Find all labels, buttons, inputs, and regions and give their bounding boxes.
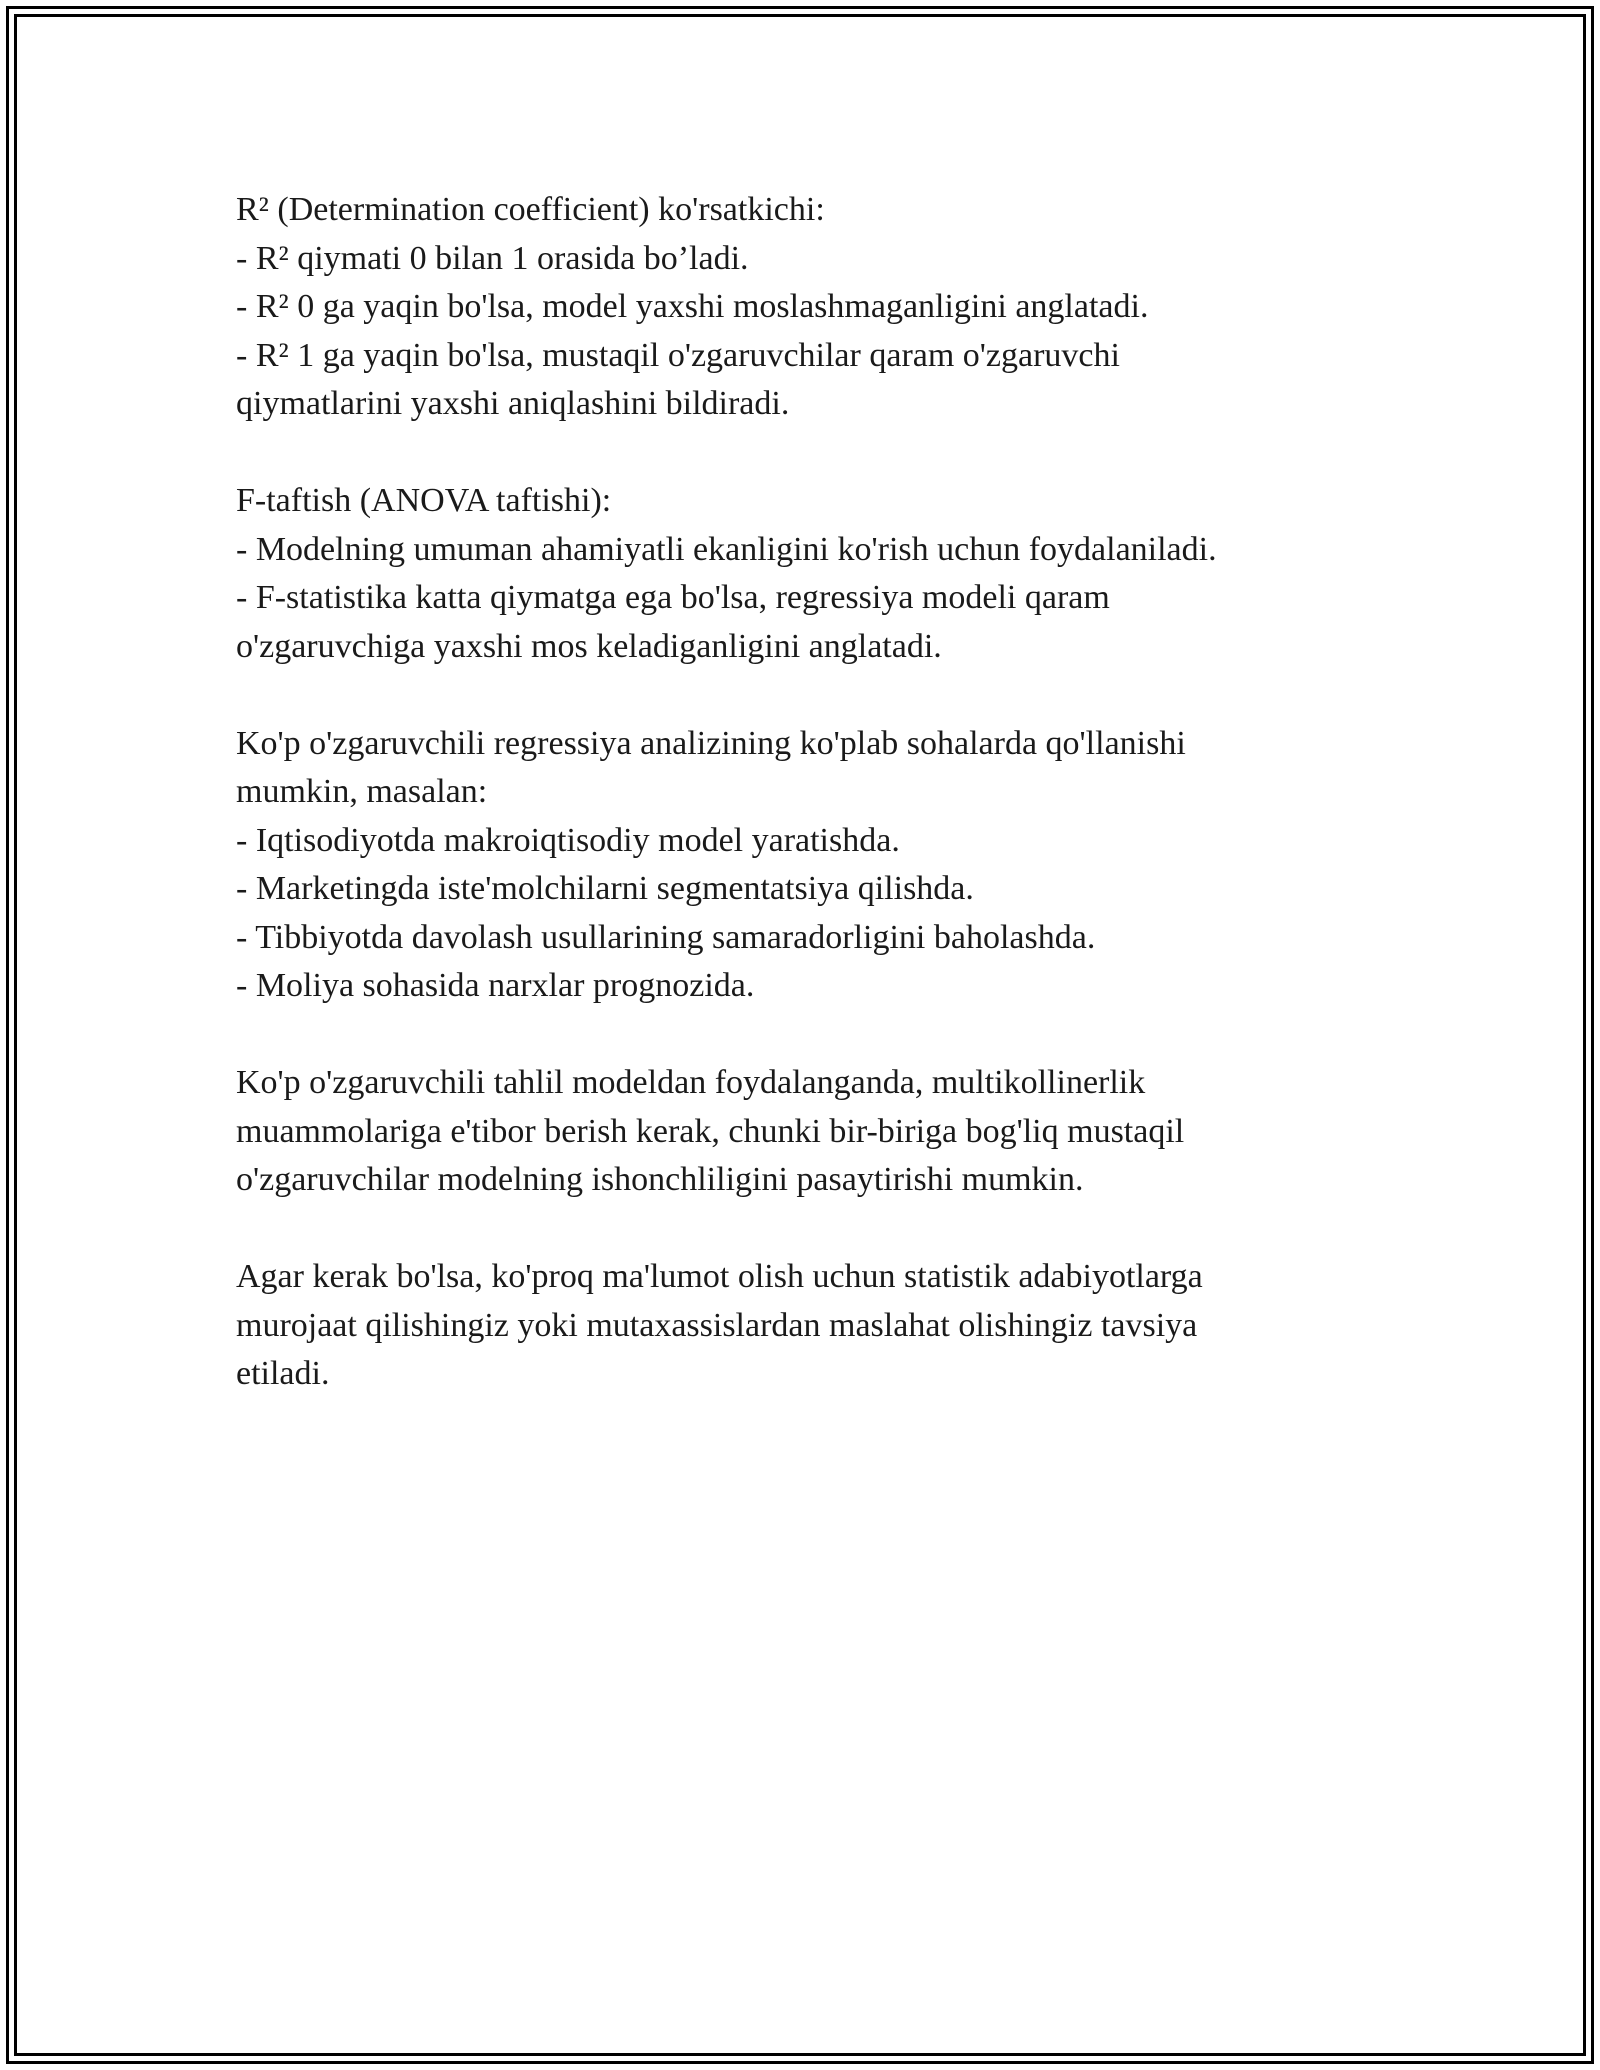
text-line: murojaat qilishingiz yoki mutaxassislardan maslahat olishingiz tavsiya [236, 1306, 1198, 1344]
text-line: - R² 1 ga yaqin bo'lsa, mustaqil o'zgaruvchilar qaram o'zgaruvchi [236, 336, 1120, 374]
text-line: - R² qiymati 0 bilan 1 orasida bo’ladi. [236, 239, 749, 277]
text-line: - Modelning umuman ahamiyatli ekanligini ko'rish uchun foydalaniladi. [236, 530, 1217, 568]
paragraph-f-test [236, 477, 1396, 671]
paragraph-applications [236, 720, 1396, 1011]
text-line: muammolariga e'tibor berish kerak, chunki bir-biriga bog'liq mustaqil [236, 1112, 1185, 1150]
text-line: - Iqtisodiyotda makroiqtisodiy model yaratishda. [236, 821, 900, 859]
text-line: o'zgaruvchilar modelning ishonchliligini pasaytirishi mumkin. [236, 1161, 1084, 1198]
document-body [236, 186, 1396, 1399]
text-line: F-taftish (ANOVA taftishi): [236, 482, 612, 519]
text-line: qiymatlarini yaxshi aniqlashini bildiradi. [236, 385, 790, 422]
paragraph-recommendation [236, 1253, 1396, 1399]
paragraph-multicollinearity [236, 1059, 1396, 1205]
text-line: Ko'p o'zgaruvchili tahlil modeldan foydalanganda, multikollinerlik [236, 1064, 1146, 1101]
text-line: - F-statistika katta qiymatga ega bo'lsa, regressiya modeli qaram [236, 579, 1110, 616]
text-line: - Tibbiyotda davolash usullarining samaradorligini baholashda. [236, 918, 1096, 956]
text-line: o'zgaruvchiga yaxshi mos keladiganligini anglatadi. [236, 627, 942, 665]
text-line: - Moliya sohasida narxlar prognozida. [236, 967, 755, 1004]
text-line: etiladi. [236, 1355, 330, 1392]
text-line: Ko'p o'zgaruvchili regressiya analizining ko'plab sohalarda qo'llanishi [236, 724, 1186, 762]
text-line: R² (Determination coefficient) ko'rsatkichi: [236, 191, 825, 228]
text-line: - R² 0 ga yaqin bo'lsa, model yaxshi moslashmaganligini anglatadi. [236, 288, 1149, 325]
text-line: Agar kerak bo'lsa, ko'proq ma'lumot olish uchun statistik adabiyotlarga [236, 1258, 1203, 1295]
text-line: - Marketingda iste'molchilarni segmentatsiya qilishda. [236, 870, 974, 907]
paragraph-r-squared [236, 186, 1396, 429]
text-line: mumkin, masalan: [236, 773, 488, 810]
